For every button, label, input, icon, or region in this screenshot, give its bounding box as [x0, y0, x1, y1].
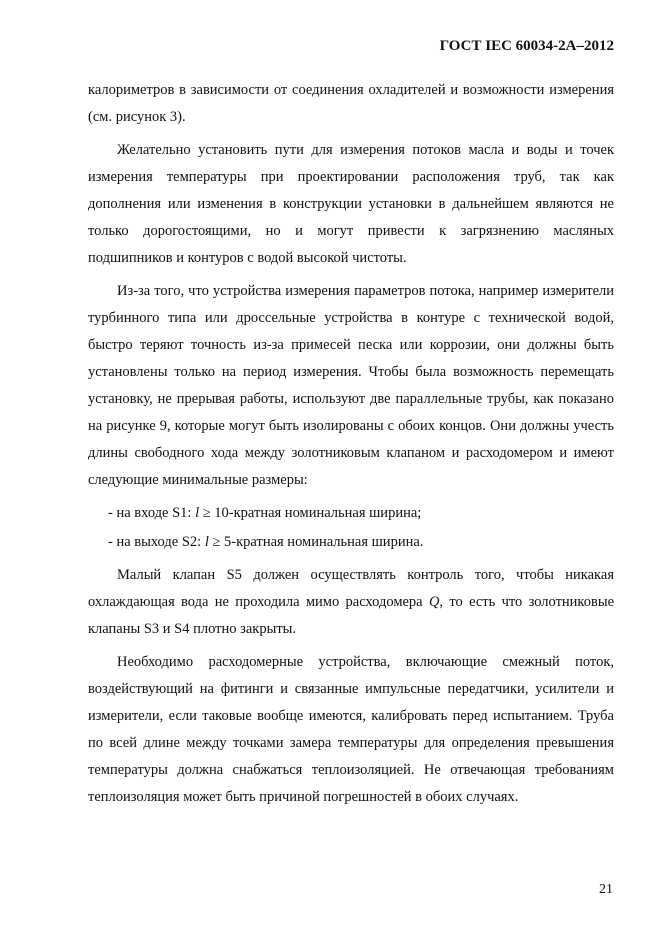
paragraph-flow-devices: Из-за того, что устройства измерения параметров потока, например измерители турбинного типа или дроссельные устройства в контуре с технической водой, быстро теряют точность из-за примесей песка или коррозии, они должны быть установлены только на период измерения. Чтобы была возможность перемещать установку, не прерывая работы, используют две параллельные трубы, как показано на рисунке 9, которые могут быть изолированы с обоих концов. Они должны учесть длины свободного хода между золотниковым клапаном и расходомером и имеют следующие минимальные размеры:: [88, 283, 614, 488]
item-text: ≥ 5-кратная номинальная ширина.: [208, 534, 424, 550]
item-text: ≥ 10-кратная номинальная ширина;: [199, 505, 422, 521]
paragraph-continuation: калориметров в зависимости от соединения охладителей и возможности измерения (см. рисунок 3).: [88, 82, 614, 125]
paragraph-text: Малый клапан S5 должен осуществлять контроль того, чтобы никакая охлаждающая вода не проходила мимо расходомера: [88, 567, 614, 610]
paragraph-calibration: Необходимо расходомерные устройства, включающие смежный поток, воздействующий на фитинги и связанные импульсные передатчики, усилители и измерители, если таковые вообще имеются, калибровать перед испытанием. Труба по всей длине между точками замера температуры для определения превышения температуры должна снабжаться теплоизоляцией. Не отвечающая требованиям теплоизоляция может быть причиной погрешностей в обоих случаях.: [88, 654, 614, 805]
list-item-outlet: [88, 529, 614, 556]
page-number: 21: [599, 882, 613, 897]
paragraph-measurement-paths: Желательно установить пути для измерения потоков масла и воды и точек измерения температуры при проектировании расположения труб, так как дополнения или изменения в конструкции установки в дальнейшем являются не только дорогостоящими, но и могут привести к загрязнению масляных подшипников и контуров с водой высокой чистоты.: [88, 142, 614, 266]
document-body: [88, 77, 614, 817]
list-item-inlet: [88, 500, 614, 527]
document-header: ГОСТ IEC 60034-2A–2012: [439, 38, 614, 54]
paragraph-text: , то есть что золотниковые клапаны S3 и S4 плотно закрыты.: [88, 594, 615, 637]
item-prefix: - на входе S1:: [108, 505, 196, 521]
item-prefix: - на выходе S2:: [108, 534, 205, 550]
item-variable: l: [195, 505, 200, 521]
flowmeter-variable: Q: [428, 594, 440, 610]
paragraph-valve-s5: [88, 562, 614, 643]
item-variable: l: [204, 534, 209, 550]
